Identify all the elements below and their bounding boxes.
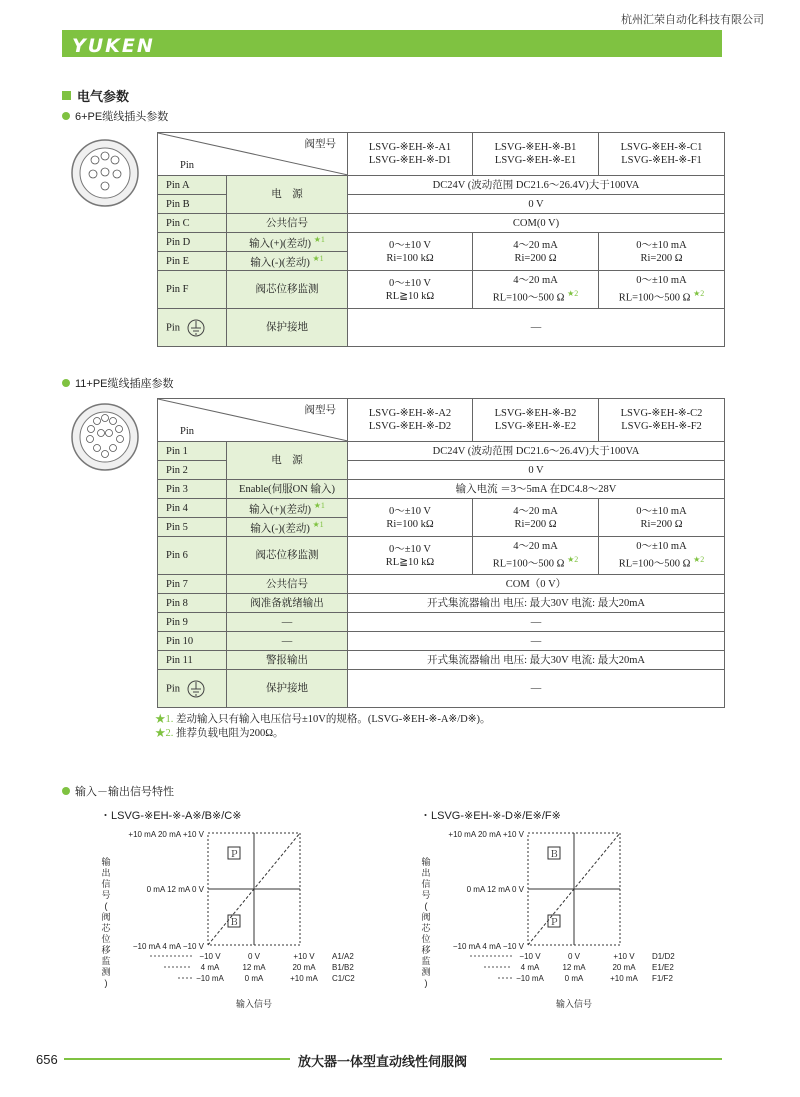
- x-tick-label: +10 V: [293, 952, 315, 961]
- pin-value: DC24V (波动范围 DC21.6～26.4V)大于100VA: [348, 176, 725, 195]
- ground-icon: [187, 319, 205, 337]
- chart-def: [410, 805, 710, 1015]
- x-tick-label: −10 mA: [516, 974, 544, 983]
- y-axis-label-char: 移: [101, 945, 111, 955]
- table1-model-1: LSVG-※EH-※-A1 LSVG-※EH-※-D1: [348, 133, 473, 176]
- pin-value: 0～±10 V RL≧10 kΩ: [348, 537, 473, 575]
- table1-model-2: LSVG-※EH-※-B1 LSVG-※EH-※-E1: [473, 133, 599, 176]
- header-pin-label: Pin: [180, 160, 195, 171]
- table-row: [158, 594, 725, 613]
- pin-label: Pin 5: [158, 518, 227, 537]
- y-axis-label-char: 信: [421, 879, 431, 889]
- y-axis-label-char: 监: [421, 956, 431, 966]
- table2-model-1: LSVG-※EH-※-A2 LSVG-※EH-※-D2: [348, 399, 473, 442]
- pin-function: 阀准备就绪输出: [227, 594, 348, 613]
- pin-label: Pin D: [158, 233, 227, 252]
- y-axis-label-char: 芯: [101, 923, 111, 933]
- y-axis-label-char: 输: [101, 857, 111, 867]
- dot-bullet-icon: [62, 379, 70, 387]
- table2-model-3: LSVG-※EH-※-C2 LSVG-※EH-※-F2: [599, 399, 725, 442]
- table-row: [158, 480, 725, 499]
- pin-value: 0 V: [348, 461, 725, 480]
- y-axis-label-char: 测: [421, 967, 431, 977]
- footer-title: 放大器一体型直动线性伺服阀: [292, 1051, 473, 1070]
- pin-function: 输入(+)(差动) $^{★1}$: [227, 233, 348, 252]
- x-tick-label: −10 V: [199, 952, 221, 961]
- connector-11pe-icon: [70, 402, 140, 472]
- x-axis-label: 输入信号: [235, 999, 273, 1009]
- pin-value: 0～±10 V RL≧10 kΩ: [348, 271, 473, 309]
- square-bullet-icon: [62, 91, 71, 100]
- table-row: [158, 575, 725, 594]
- x-row-model: F1/F2: [652, 974, 673, 983]
- pin-function: 输入(-)(差动) $^{★1}$: [227, 252, 348, 271]
- y-axis-label-char: 信: [101, 879, 111, 889]
- table-row: [158, 233, 725, 252]
- io-subtitle-text: 输入－输出信号特性: [75, 786, 174, 798]
- quadrant-label-upper: Ｐ: [229, 849, 239, 859]
- x-tick-label: 0 mA: [244, 974, 264, 983]
- x-tick-label: −10 V: [519, 952, 541, 961]
- footer-bar-left: [64, 1058, 290, 1060]
- y-axis-label-char: 监: [101, 956, 111, 966]
- pin-function: 输入(+)(差动) $^{★1}$: [227, 499, 348, 518]
- pin-value: —: [348, 613, 725, 632]
- ground-icon: [187, 680, 205, 698]
- pin-value: 0～±10 mA RL=100～500 Ω $^{★2}$: [599, 537, 725, 575]
- pin-label: Pin 4: [158, 499, 227, 518]
- x-tick-label: 0 V: [247, 952, 261, 961]
- table2: [157, 398, 725, 708]
- y-tick-label: −10 mA 4 mA −10 V: [452, 942, 524, 951]
- table-row: [158, 214, 725, 233]
- table2-model-2: LSVG-※EH-※-B2 LSVG-※EH-※-E2: [473, 399, 599, 442]
- pin-value: DC24V (波动范围 DC21.6～26.4V)大于100VA: [348, 442, 725, 461]
- table-row: [158, 651, 725, 670]
- y-axis-label-char: ): [424, 978, 428, 988]
- chart-title: ・LSVG-※EH-※-D※/E※/F※: [420, 810, 561, 822]
- dot-bullet-icon: [62, 112, 70, 120]
- y-axis-label-char: 芯: [421, 923, 431, 933]
- section-title-text: 电气参数: [77, 89, 130, 104]
- pin-function: 公共信号: [227, 214, 348, 233]
- x-tick-label: +10 mA: [610, 974, 638, 983]
- pin-function: —: [227, 632, 348, 651]
- footnotes: [155, 713, 491, 741]
- y-axis-label-char: (: [424, 901, 428, 911]
- pin-value: —: [348, 309, 725, 347]
- x-row-model: D1/D2: [652, 952, 675, 961]
- table2-subtitle: [62, 375, 174, 391]
- pin-value: 4～20 mA Ri=200 Ω: [473, 499, 599, 537]
- pin-function: 保护接地: [227, 670, 348, 708]
- table-row: [158, 670, 725, 708]
- table-row: [158, 613, 725, 632]
- pin-value: 0～±10 V Ri=100 kΩ: [348, 499, 473, 537]
- pin-label: Pin 6: [158, 537, 227, 575]
- footnote-1: ★1. 差动输入只有输入电压信号±10V的规格。(LSVG-※EH-※-A※/D※)。: [155, 714, 491, 725]
- page-number: 656: [36, 1052, 64, 1067]
- y-tick-label: 0 mA 12 mA 0 V: [146, 885, 204, 894]
- y-axis-label-char: 出: [101, 868, 111, 878]
- y-tick-label: −10 mA 4 mA −10 V: [132, 942, 204, 951]
- x-tick-label: 4 mA: [200, 963, 220, 972]
- table1-model-3: LSVG-※EH-※-C1 LSVG-※EH-※-F1: [599, 133, 725, 176]
- pin-label: Pin: [158, 670, 227, 708]
- pin-value: 0～±10 mA RL=100～500 Ω $^{★2}$: [599, 271, 725, 309]
- pin-label: Pin 11: [158, 651, 227, 670]
- pin-label: Pin 7: [158, 575, 227, 594]
- header-type-label: 阀型号: [304, 139, 336, 150]
- y-tick-label: +10 mA 20 mA +10 V: [448, 830, 524, 839]
- y-axis-label-char: 阀: [101, 912, 111, 922]
- y-axis-label-char: 移: [421, 945, 431, 955]
- pin-label: Pin E: [158, 252, 227, 271]
- header-type-label: 阀型号: [304, 405, 336, 416]
- x-row-model: B1/B2: [332, 963, 354, 972]
- table-row: [158, 442, 725, 461]
- yuken-logo: YUKEN: [72, 35, 155, 57]
- x-tick-label: 4 mA: [520, 963, 540, 972]
- x-tick-label: +10 mA: [290, 974, 318, 983]
- pin-label: Pin A: [158, 176, 227, 195]
- table2-subtitle-text: 11+PE缆线插座参数: [75, 378, 174, 390]
- y-axis-label-char: 号: [101, 890, 111, 900]
- pin-label: Pin 9: [158, 613, 227, 632]
- pin-value: 4～20 mA RL=100～500 Ω $^{★2}$: [473, 537, 599, 575]
- x-axis-label: 输入信号: [555, 999, 593, 1009]
- connector-6pe-icon: [70, 138, 140, 208]
- pin-label: Pin 3: [158, 480, 227, 499]
- quadrant-label-lower: Ｐ: [549, 917, 559, 927]
- x-tick-label: +10 V: [613, 952, 635, 961]
- pin-function: 阀芯位移监测: [227, 537, 348, 575]
- pin-value: 开式集流器输出 电压: 最大30V 电流: 最大20mA: [348, 594, 725, 613]
- pin-value: 开式集流器输出 电压: 最大30V 电流: 最大20mA: [348, 651, 725, 670]
- pin-function: 输入(-)(差动) $^{★1}$: [227, 518, 348, 537]
- x-tick-label: 20 mA: [612, 963, 636, 972]
- pin-value: —: [348, 632, 725, 651]
- x-tick-label: 0 mA: [564, 974, 584, 983]
- pin-value: 4～20 mA RL=100～500 Ω $^{★2}$: [473, 271, 599, 309]
- pin-function: Enable(伺服ON 输入): [227, 480, 348, 499]
- table-row: [158, 309, 725, 347]
- pin-label: Pin 8: [158, 594, 227, 613]
- footer-bar-right: [490, 1058, 722, 1060]
- company-name: 杭州汇荣自动化科技有限公司: [621, 14, 764, 26]
- x-tick-label: 12 mA: [562, 963, 586, 972]
- table-row: [158, 176, 725, 195]
- table-row: [158, 632, 725, 651]
- pin-value: —: [348, 670, 725, 708]
- pin-function: 阀芯位移监测: [227, 271, 348, 309]
- io-subtitle: [62, 783, 174, 799]
- quadrant-label-lower: Ｂ: [229, 917, 239, 927]
- table1-subtitle-text: 6+PE缆线插头参数: [75, 111, 169, 123]
- y-axis-label-char: 阀: [421, 912, 431, 922]
- footnote-2: ★2. 推荐负载电阻为200Ω。: [155, 728, 284, 739]
- header-pin-label: Pin: [180, 426, 195, 437]
- pin-label: Pin F: [158, 271, 227, 309]
- pin-label: Pin: [158, 309, 227, 347]
- table1-header-diag: [158, 133, 348, 176]
- x-tick-label: −10 mA: [196, 974, 224, 983]
- dot-bullet-icon: [62, 787, 70, 795]
- table-row: [158, 499, 725, 518]
- pin-value: 4～20 mA Ri=200 Ω: [473, 233, 599, 271]
- quadrant-label-upper: Ｂ: [549, 849, 559, 859]
- pin-function: 电 源: [227, 176, 348, 214]
- pin-function: 公共信号: [227, 575, 348, 594]
- pin-value: 0～±10 mA Ri=200 Ω: [599, 233, 725, 271]
- y-axis-label-char: 位: [421, 934, 431, 944]
- brand-bar: [62, 30, 722, 57]
- x-row-model: A1/A2: [332, 952, 354, 961]
- pin-label: Pin 1: [158, 442, 227, 461]
- x-row-model: C1/C2: [332, 974, 355, 983]
- y-axis-label-char: 出: [421, 868, 431, 878]
- y-axis-label-char: 测: [101, 967, 111, 977]
- pin-function: 警报输出: [227, 651, 348, 670]
- y-axis-label-char: (: [104, 901, 108, 911]
- pin-value: COM(0 V): [348, 214, 725, 233]
- pin-value: 输入电流 ＝3～5mA 在DC4.8～28V: [348, 480, 725, 499]
- table-row: [158, 271, 725, 309]
- pin-label: Pin 2: [158, 461, 227, 480]
- chart-title: ・LSVG-※EH-※-A※/B※/C※: [100, 810, 242, 822]
- table1: [157, 132, 725, 347]
- x-tick-label: 12 mA: [242, 963, 266, 972]
- pin-function: 电 源: [227, 442, 348, 480]
- section-title: [62, 86, 129, 105]
- chart-abc: [90, 805, 390, 1015]
- x-tick-label: 20 mA: [292, 963, 316, 972]
- pin-label: Pin 10: [158, 632, 227, 651]
- y-axis-label-char: 号: [421, 890, 431, 900]
- y-tick-label: 0 mA 12 mA 0 V: [466, 885, 524, 894]
- table1-subtitle: [62, 108, 168, 124]
- pin-value: 0～±10 mA Ri=200 Ω: [599, 499, 725, 537]
- x-row-model: E1/E2: [652, 963, 674, 972]
- table-row: [158, 537, 725, 575]
- x-tick-label: 0 V: [567, 952, 581, 961]
- y-axis-label-char: 输: [421, 857, 431, 867]
- pin-function: 保护接地: [227, 309, 348, 347]
- pin-label: Pin C: [158, 214, 227, 233]
- pin-value: 0 V: [348, 195, 725, 214]
- pin-value: 0～±10 V Ri=100 kΩ: [348, 233, 473, 271]
- pin-function: —: [227, 613, 348, 632]
- pin-label: Pin B: [158, 195, 227, 214]
- y-axis-label-char: ): [104, 978, 108, 988]
- y-axis-label-char: 位: [101, 934, 111, 944]
- y-tick-label: +10 mA 20 mA +10 V: [128, 830, 204, 839]
- pin-value: COM（0 V）: [348, 575, 725, 594]
- table2-header-diag: [158, 399, 348, 442]
